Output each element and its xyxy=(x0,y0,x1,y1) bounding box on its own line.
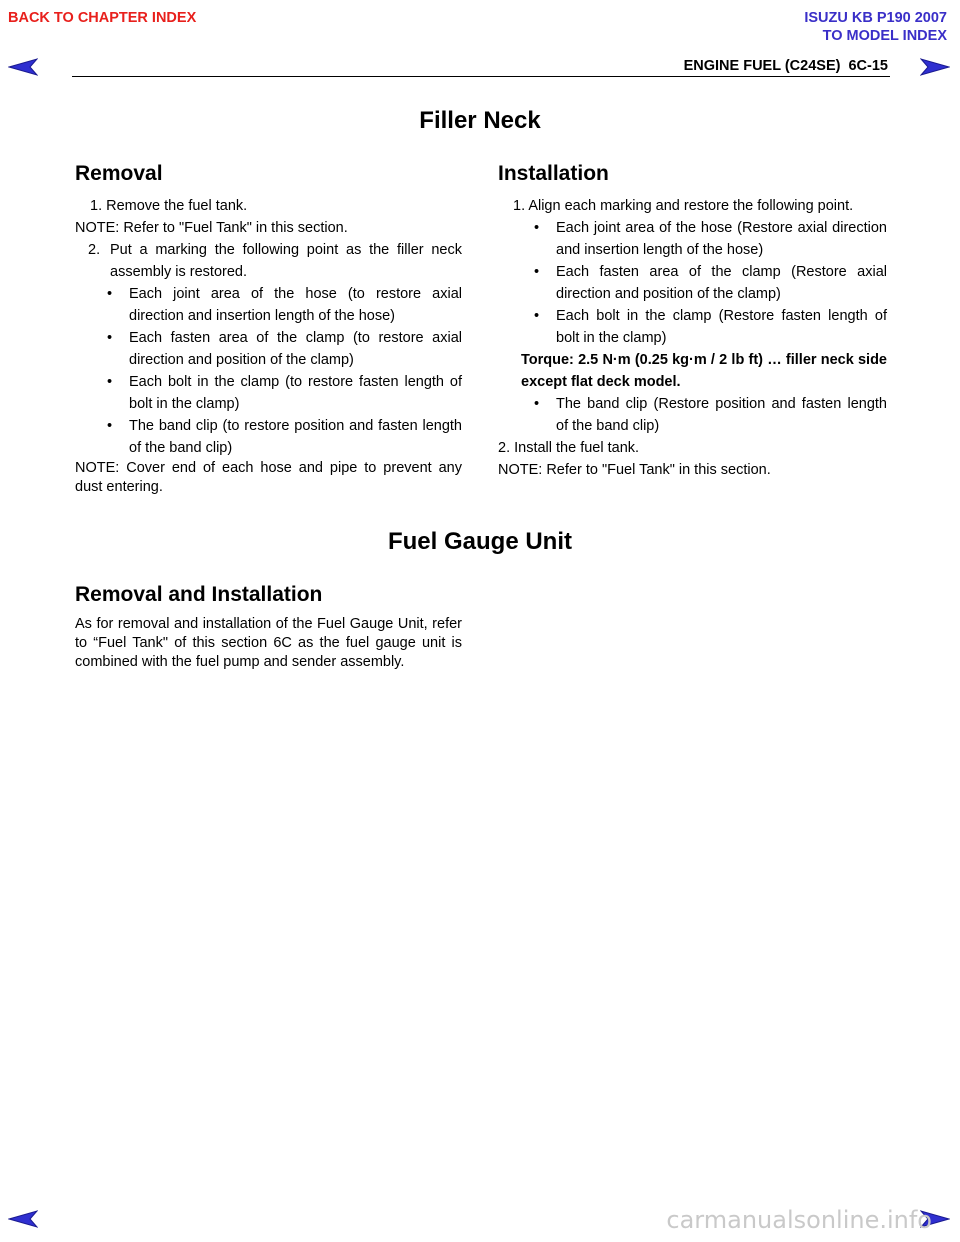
removal-step-2-text: Put a marking the following point as the filler neck assembly is restored. xyxy=(110,242,462,280)
bullet-icon: • xyxy=(534,396,540,412)
bullet-text: The band clip (Restore position and fasten length of the band clip) xyxy=(556,396,887,434)
installation-note: NOTE: Refer to "Fuel Tank" in this section. xyxy=(498,462,771,478)
arrow-left-icon[interactable] xyxy=(8,58,38,76)
removal-column xyxy=(75,195,462,497)
bullet-icon: • xyxy=(534,308,540,324)
back-to-chapter-index-link[interactable]: BACK TO CHAPTER INDEX xyxy=(8,10,197,26)
bullet-icon: • xyxy=(107,418,113,434)
installation-heading: Installation xyxy=(498,162,609,185)
removal-and-installation-heading: Removal and Installation xyxy=(75,583,323,606)
installation-column xyxy=(498,195,887,481)
watermark-text: carmanualsonline.info xyxy=(666,1206,932,1234)
torque-spec: Torque: 2.5 N·m (0.25 kg·m / 2 lb ft) … filler neck side except flat deck model. xyxy=(521,352,887,390)
bullet-icon: • xyxy=(534,220,540,236)
arrow-right-icon[interactable] xyxy=(920,58,950,76)
installation-bullet-list-2 xyxy=(498,393,887,437)
removal-heading: Removal xyxy=(75,162,163,185)
bullet-icon: • xyxy=(107,286,113,302)
bullet-text: Each joint area of the hose (Restore axial direction and insertion length of the hose) xyxy=(556,220,887,258)
list-item xyxy=(107,283,462,327)
list-item xyxy=(534,393,887,437)
arrow-left-icon[interactable] xyxy=(8,1210,38,1228)
list-item xyxy=(107,415,462,459)
bullet-text: Each bolt in the clamp (Restore fasten length of bolt in the clamp) xyxy=(556,308,887,346)
removal-note-1: NOTE: Refer to "Fuel Tank" in this section. xyxy=(75,220,348,236)
bullet-text: Each fasten area of the clamp (to restore axial direction and position of the clamp) xyxy=(129,330,462,368)
to-model-index-link[interactable]: TO MODEL INDEX xyxy=(822,28,947,44)
bullet-text: Each bolt in the clamp (to restore fasten length of bolt in the clamp) xyxy=(129,374,462,412)
bullet-text: Each joint area of the hose (to restore axial direction and insertion length of the hose) xyxy=(129,286,462,324)
fuel-gauge-body: As for removal and installation of the Fuel Gauge Unit, refer to “Fuel Tank" of this section 6C as the fuel gauge unit is combined with the fuel pump and sender assembly. xyxy=(75,616,462,670)
list-item xyxy=(534,305,887,349)
model-title-link[interactable]: ISUZU KB P190 2007 xyxy=(804,10,947,26)
filler-neck-title: Filler Neck xyxy=(419,107,541,134)
list-item xyxy=(107,371,462,415)
list-item xyxy=(534,261,887,305)
removal-step-1: 1. Remove the fuel tank. xyxy=(90,198,248,214)
removal-step-2 xyxy=(75,239,462,283)
bullet-text: Each fasten area of the clamp (Restore axial direction and position of the clamp) xyxy=(556,264,887,302)
installation-bullet-list xyxy=(498,217,887,349)
removal-note-2: NOTE: Cover end of each hose and pipe to prevent any dust entering. xyxy=(75,460,462,495)
fuel-gauge-unit-title: Fuel Gauge Unit xyxy=(387,528,572,555)
installation-step-1: 1. Align each marking and restore the following point. xyxy=(513,198,854,214)
removal-step-2-number: 2. xyxy=(88,242,101,258)
bullet-icon: • xyxy=(107,330,113,346)
running-head: ENGINE FUEL (C24SE) 6C-15 xyxy=(683,58,888,74)
installation-step-2: 2. Install the fuel tank. xyxy=(498,440,640,456)
list-item xyxy=(534,217,887,261)
list-item xyxy=(107,327,462,371)
removal-bullet-list xyxy=(75,283,462,459)
bullet-text: The band clip (to restore position and fasten length of the band clip) xyxy=(129,418,462,456)
header-rule xyxy=(72,76,890,77)
bullet-icon: • xyxy=(107,374,113,390)
bullet-icon: • xyxy=(534,264,540,280)
